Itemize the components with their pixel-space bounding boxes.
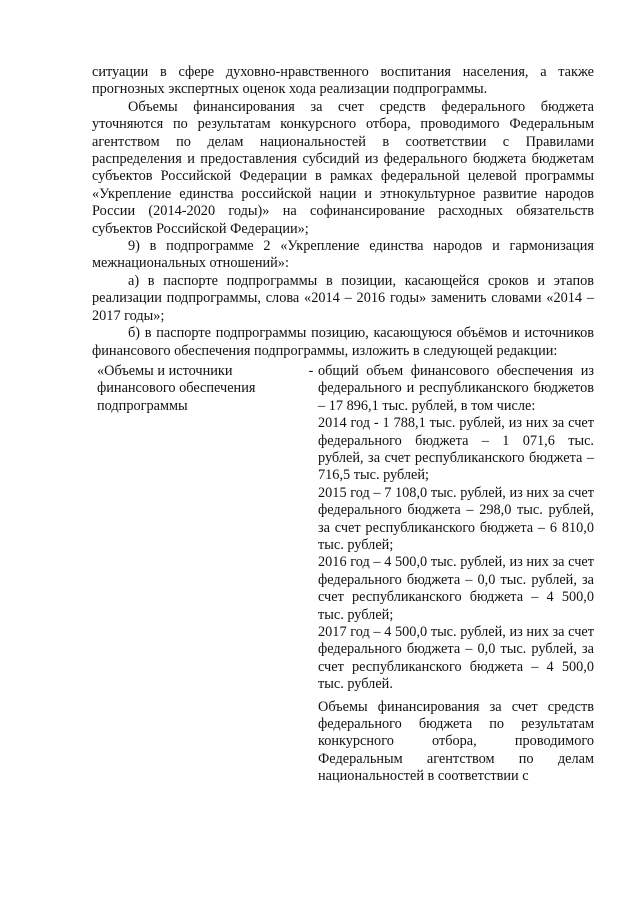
passport-year-2016: 2016 год – 4 500,0 тыс. рублей, из них за счет федерального бюджета – 0,0 тыс. рублей, за счет республиканского бюджета – 4 500,0 тыс. рублей; [318,554,594,623]
passport-year-2014: 2014 год - 1 788,1 тыс. рублей, из них за счет федерального бюджета – 1 071,6 тыс. рублей, за счет республиканского бюджета – 716,5 тыс. рублей; [318,415,594,484]
passport-year-2017: 2017 год – 4 500,0 тыс. рублей, из них за счет федерального бюджета – 0,0 тыс. рублей, за счет республиканского бюджета – 4 500,0 тыс. рублей. [318,624,594,693]
passport-funding-note: Объемы финансирования за счет средств федерального бюджета по результатам конкурсного отбора, проводимого Федеральным агентством по делам национальностей в соответствии с [318,698,594,785]
passport-table [92,363,594,786]
paragraph-item-a: а) в паспорте подпрограммы в позиции, касающейся сроков и этапов реализации подпрограммы, слова «2014 – 2016 годы» заменить словами «2014 – 2017 годы»; [92,272,594,324]
document-page [92,64,594,786]
paragraph-intro: ситуации в сфере духовно-нравственного воспитания населения, а также прогнозных экспертных оценок хода реализации подпрограммы. [92,64,594,98]
paragraph-item-b: б) в паспорте подпрограммы позицию, касающуюся объёмов и источников финансового обеспечения подпрограммы, изложить в следующей редакции: [92,325,594,359]
paragraph-federal-funding: Объемы финансирования за счет средств федерального бюджета уточняются по результатам конкурсного отбора, проводимого Федеральным агентством по делам национальностей в соответствии с Правилами распределения и предоставления субсидий из федерального бюджета бюджетам субъектов Российской Федерации в рамках федеральной целевой программы «Укрепление единства российской нации и этнокультурное развитие народов России (2014-2020 годы)» на софинансирование расходных обязательств субъектов Российской Федерации»; [92,98,594,237]
passport-label: «Объемы и источники финансового обеспечения подпрограммы [97,362,256,414]
passport-year-2015: 2015 год – 7 108,0 тыс. рублей, из них за счет федерального бюджета – 298,0 тыс. рублей, за счет республиканского бюджета – 6 810,0 тыс. рублей; [318,484,594,553]
passport-total: общий объем финансового обеспечения из федерального и республиканского бюджетов – 17 896,1 тыс. рублей, в том числе: [318,362,594,414]
passport-value [318,363,594,786]
paragraph-item-9: 9) в подпрограмме 2 «Укрепление единства народов и гармонизация межнациональных отношений»: [92,238,594,272]
passport-dash: - [308,362,314,379]
